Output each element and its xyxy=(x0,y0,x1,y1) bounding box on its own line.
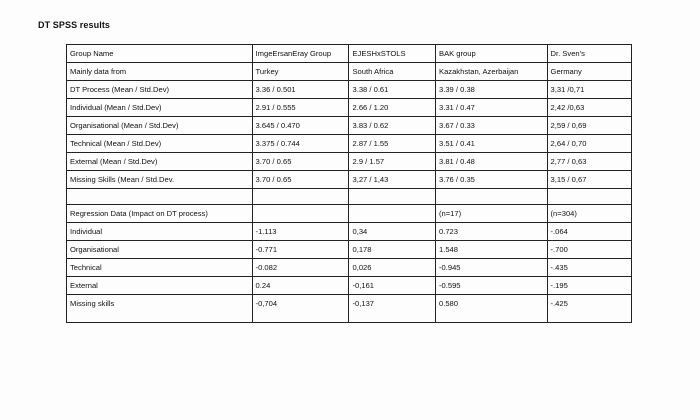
table-row xyxy=(67,241,632,259)
table-cell: 0.723 xyxy=(436,223,548,241)
table-cell: Germany xyxy=(547,63,631,81)
table-header-cell xyxy=(349,205,436,223)
table-row xyxy=(67,153,632,171)
table-cell: External (Mean / Std.Dev) xyxy=(67,153,253,171)
table-header-cell: Group Name xyxy=(67,45,253,63)
table-row xyxy=(67,99,632,117)
table-cell: External xyxy=(67,277,253,295)
table-cell xyxy=(252,189,349,205)
table-row xyxy=(67,223,632,241)
table-cell: Organisational xyxy=(67,241,253,259)
table-row xyxy=(67,171,632,189)
table-cell: 3.51 / 0.41 xyxy=(436,135,548,153)
table-cell: Mainly data from xyxy=(67,63,253,81)
table-cell: 0,34 xyxy=(349,223,436,241)
table-cell: -.425 xyxy=(547,295,631,323)
table-cell: Technical (Mean / Std.Dev) xyxy=(67,135,253,153)
table-header-cell: ImgeErsanEray Group xyxy=(252,45,349,63)
table-header-cell xyxy=(252,205,349,223)
table-row xyxy=(67,63,632,81)
table-cell: 3.375 / 0.744 xyxy=(252,135,349,153)
table-cell: Individual (Mean / Std.Dev) xyxy=(67,99,253,117)
table-cell: South Africa xyxy=(349,63,436,81)
table-header-cell: Regression Data (Impact on DT process) xyxy=(67,205,253,223)
table-cell: 2,59 / 0,69 xyxy=(547,117,631,135)
table-cell: Individual xyxy=(67,223,253,241)
table-cell: 3.81 / 0.48 xyxy=(436,153,548,171)
table-cell: 2.91 / 0.555 xyxy=(252,99,349,117)
table-cell: 3.38 / 0.61 xyxy=(349,81,436,99)
table-cell: -0.771 xyxy=(252,241,349,259)
table-cell: Missing skills xyxy=(67,295,253,323)
table-cell: 3,31 /0,71 xyxy=(547,81,631,99)
table-cell: 3.70 / 0.65 xyxy=(252,153,349,171)
table-cell: 3.31 / 0.47 xyxy=(436,99,548,117)
table-cell: 3,15 / 0,67 xyxy=(547,171,631,189)
table-cell: -.700 xyxy=(547,241,631,259)
table-cell: -0,704 xyxy=(252,295,349,323)
regression-header-row xyxy=(67,205,632,223)
table-cell xyxy=(349,189,436,205)
table-cell: 3.645 / 0.470 xyxy=(252,117,349,135)
table-cell xyxy=(436,189,548,205)
table-cell: 2,77 / 0,63 xyxy=(547,153,631,171)
table-cell: -.195 xyxy=(547,277,631,295)
table-header-cell: EJESHxSTOLS xyxy=(349,45,436,63)
table-cell: Missing Skills (Mean / Std.Dev. xyxy=(67,171,253,189)
table-row xyxy=(67,295,632,323)
table-cell: -0,161 xyxy=(349,277,436,295)
table-cell xyxy=(67,189,253,205)
table-cell: 3.67 / 0.33 xyxy=(436,117,548,135)
table-cell xyxy=(547,189,631,205)
table-cell: 3.36 / 0.501 xyxy=(252,81,349,99)
table-cell: -0.595 xyxy=(436,277,548,295)
table-cell: 3,27 / 1,43 xyxy=(349,171,436,189)
table-cell: -.435 xyxy=(547,259,631,277)
table-cell: 0.24 xyxy=(252,277,349,295)
table-cell: 2,64 / 0,70 xyxy=(547,135,631,153)
document-title: DT SPSS results xyxy=(38,20,111,30)
table-cell: Organisational (Mean / Std.Dev) xyxy=(67,117,253,135)
table-cell: Turkey xyxy=(252,63,349,81)
table-header-cell: (n=17) xyxy=(436,205,548,223)
table-cell: 3.83 / 0.62 xyxy=(349,117,436,135)
table-cell: 2,42 /0,63 xyxy=(547,99,631,117)
table-row xyxy=(67,277,632,295)
table-cell: 3.70 / 0.65 xyxy=(252,171,349,189)
table-cell: 0,026 xyxy=(349,259,436,277)
table-row xyxy=(67,259,632,277)
table-cell: 0,178 xyxy=(349,241,436,259)
results-table xyxy=(66,44,632,323)
table-cell: -0.082 xyxy=(252,259,349,277)
table-cell: -1.113 xyxy=(252,223,349,241)
table-cell: 2.9 / 1.57 xyxy=(349,153,436,171)
table-cell: 0.580 xyxy=(436,295,548,323)
table-cell: DT Process (Mean / Std.Dev) xyxy=(67,81,253,99)
table-cell: Technical xyxy=(67,259,253,277)
table-cell: 1.548 xyxy=(436,241,548,259)
table-cell: 2.87 / 1.55 xyxy=(349,135,436,153)
table-cell: -0.945 xyxy=(436,259,548,277)
spacer-row xyxy=(67,189,632,205)
table-cell: -0,137 xyxy=(349,295,436,323)
table-cell: 2.66 / 1.20 xyxy=(349,99,436,117)
table-header-cell: BAK group xyxy=(436,45,548,63)
table-row xyxy=(67,81,632,99)
table-cell: Kazakhstan, Azerbaijan xyxy=(436,63,548,81)
table-header-row xyxy=(67,45,632,63)
table-header-cell: Dr. Sven's xyxy=(547,45,631,63)
table-header-cell: (n=304) xyxy=(547,205,631,223)
table-row xyxy=(67,135,632,153)
table-cell: 3.76 / 0.35 xyxy=(436,171,548,189)
table-row xyxy=(67,117,632,135)
table-cell: -.064 xyxy=(547,223,631,241)
table-cell: 3.39 / 0.38 xyxy=(436,81,548,99)
